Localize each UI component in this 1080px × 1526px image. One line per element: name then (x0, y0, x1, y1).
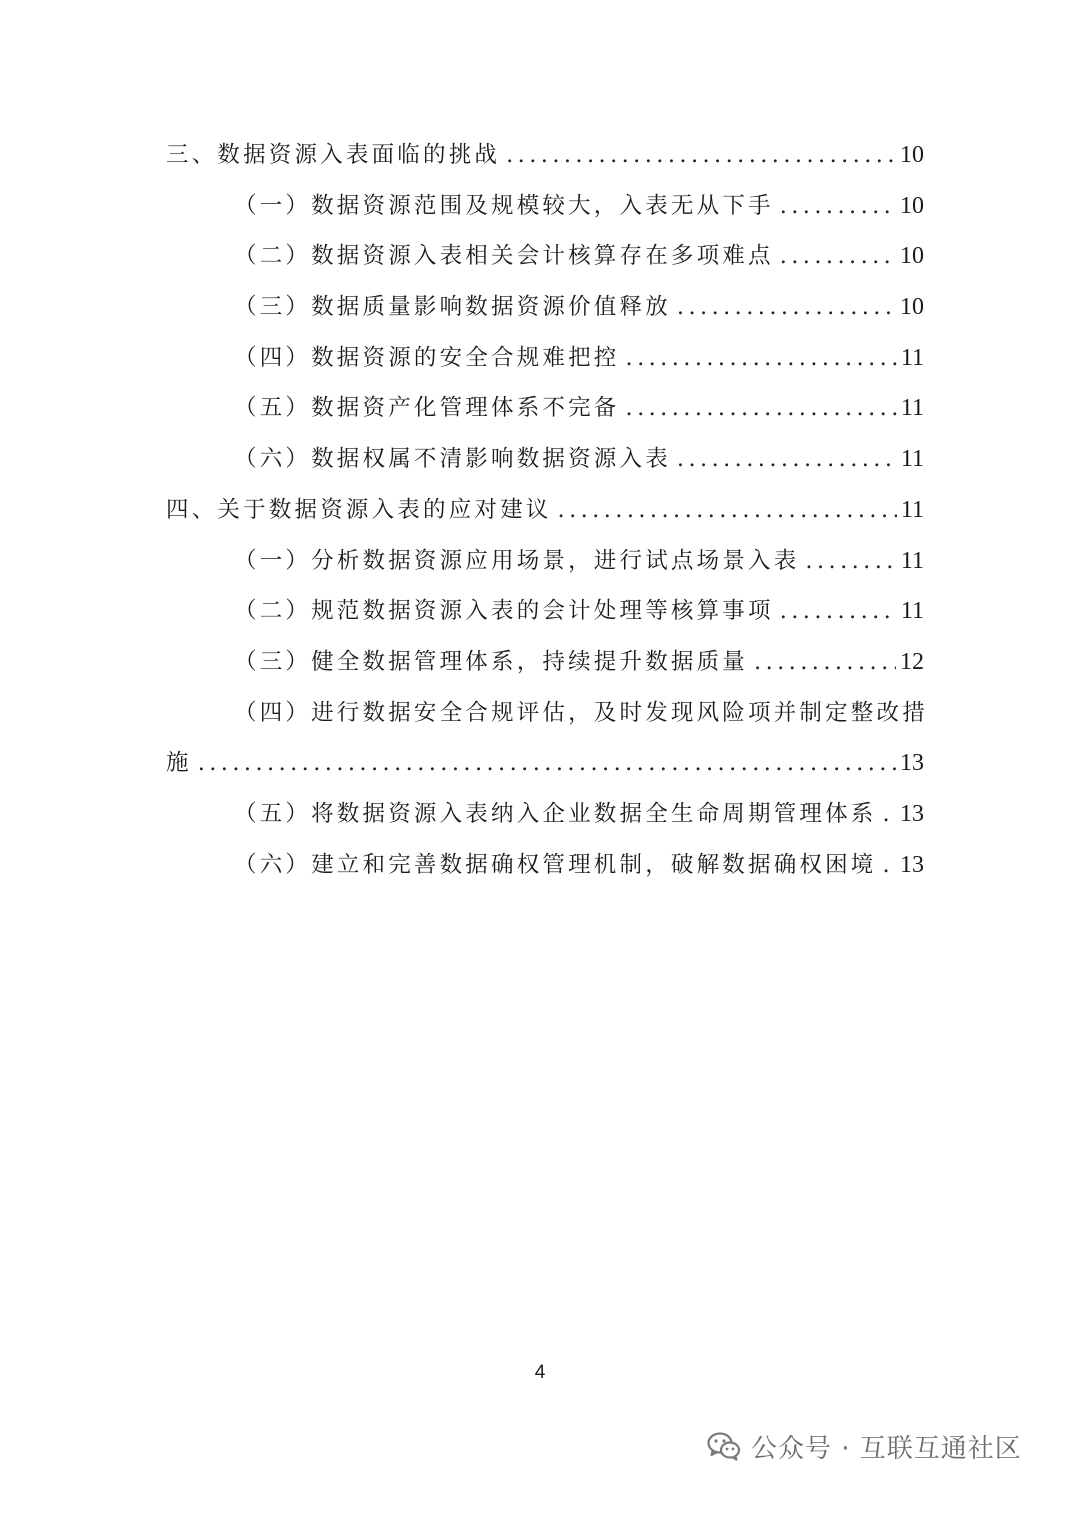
toc-entry-page: 10 (900, 294, 924, 321)
toc-entry (166, 796, 924, 847)
toc-entry-title: （一）数据资源范围及规模较大，入表无从下手 (234, 192, 774, 219)
toc-entry (166, 137, 924, 188)
toc-entry-title: （二）规范数据资源入表的会计处理等核算事项 (234, 598, 774, 625)
toc-entry-title: 施 (166, 750, 192, 777)
toc-dot-leader (198, 750, 896, 776)
toc-entry-title: （五）数据资产化管理体系不完备 (234, 395, 620, 422)
toc-entry-title: （五）将数据资源入表纳入企业数据全生命周期管理体系 (234, 800, 877, 827)
toc-entry-page: 11 (900, 446, 924, 473)
toc-dot-leader (883, 852, 896, 878)
toc-entry (166, 644, 924, 695)
watermark-text: 公众号 · 互联互通社区 (751, 1433, 1022, 1464)
toc-entry-page: 11 (900, 395, 924, 422)
toc-entry (166, 390, 924, 441)
toc-entry-page: 13 (900, 800, 924, 827)
toc-entry-title: 四、关于数据资源入表的应对建议 (166, 496, 552, 523)
toc-entry-title: （二）数据资源入表相关会计核算存在多项难点 (234, 243, 774, 270)
toc-entry-title: （三）健全数据管理体系，持续提升数据质量 (234, 648, 749, 675)
toc-entry-page: 12 (900, 648, 924, 675)
toc-dot-leader (805, 548, 896, 574)
toc-entry-page: 13 (900, 750, 924, 777)
toc-dot-leader (780, 243, 896, 269)
toc-entry-title: 三、数据资源入表面临的挑战 (166, 142, 501, 168)
toc-dot-leader (677, 294, 896, 320)
toc-entry-title: （一）分析数据资源应用场景，进行试点场景入表 (234, 547, 800, 574)
wechat-icon (707, 1431, 741, 1461)
toc-entry-page: 10 (900, 243, 924, 270)
toc-entry (166, 238, 924, 289)
toc-entry-title: （六）数据权属不清影响数据资源入表 (234, 446, 671, 473)
toc-entry (166, 745, 924, 796)
toc-entry-page: 10 (900, 142, 924, 168)
toc-dot-leader (780, 598, 897, 624)
toc-entry-page: 11 (900, 598, 924, 625)
toc-entry (166, 188, 924, 239)
toc-entry-page: 11 (900, 547, 924, 574)
toc-entry-page: 13 (900, 851, 924, 878)
toc-entry (166, 847, 924, 898)
toc-entry-title: （六）建立和完善数据确权管理机制，破解数据确权困境 (234, 851, 877, 878)
toc-entry (166, 492, 924, 543)
table-of-contents (166, 137, 928, 897)
toc-dot-leader (626, 395, 897, 421)
toc-entry-page: 11 (900, 496, 924, 523)
toc-entry (166, 543, 924, 594)
toc-entry (166, 340, 924, 391)
toc-entry (166, 695, 928, 746)
toc-entry-title: （三）数据质量影响数据资源价值释放 (234, 294, 671, 321)
toc-entry (166, 441, 924, 492)
toc-dot-leader (506, 142, 896, 168)
page-number: 4 (534, 1362, 546, 1383)
toc-entry-title: （四）数据资源的安全合规难把控 (234, 344, 620, 371)
toc-dot-leader (754, 649, 896, 675)
toc-entry-page: 11 (900, 344, 924, 371)
toc-dot-leader (677, 446, 897, 472)
toc-entry-title: （四）进行数据安全合规评估，及时发现风险项并制定整改措 (234, 699, 928, 726)
toc-entry (166, 289, 924, 340)
toc-entry-page: 10 (900, 192, 924, 219)
toc-dot-leader (626, 345, 897, 371)
toc-dot-leader (883, 801, 896, 827)
toc-dot-leader (780, 193, 896, 219)
watermark (707, 1425, 1022, 1467)
toc-entry (166, 593, 924, 644)
toc-dot-leader (558, 497, 897, 523)
